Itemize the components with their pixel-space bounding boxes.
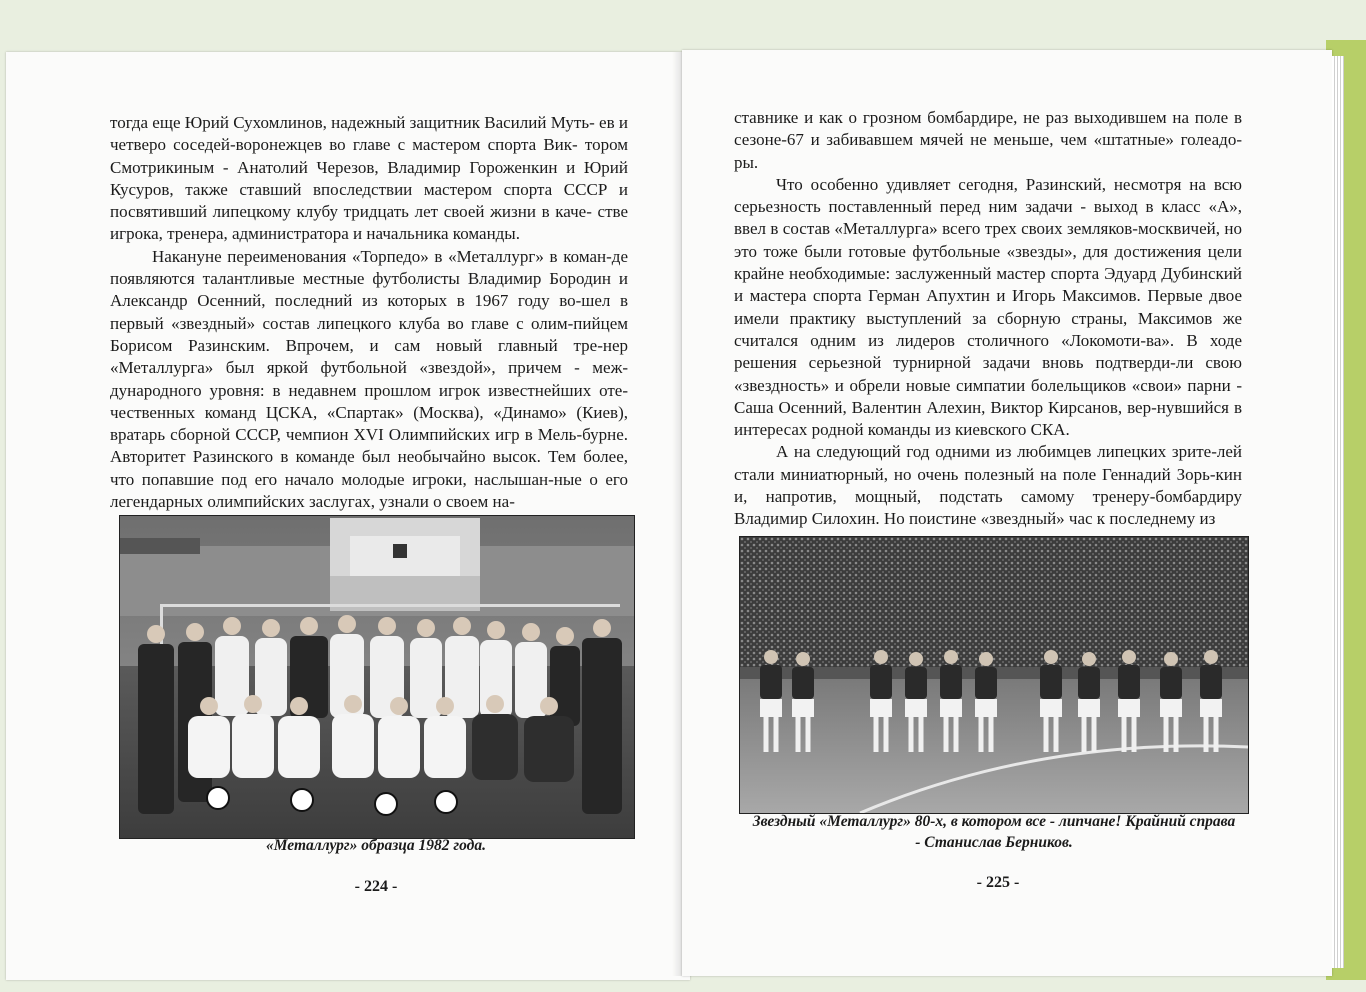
photo-caption-80s [734,811,1254,853]
team-photo-80s-image [740,537,1248,813]
team-photo-1982 [119,515,635,839]
team-photo-80s [739,536,1249,814]
left-line-2: ев и четверо соседей-воронежцев во главе с мастером спорта Вик- [110,113,628,155]
photo-caption-80s-line-2: - Станислав Берников. [915,834,1073,851]
left-page-text [110,112,628,513]
right-paragraph-1: ставнике и как о грозном бомбардире, не раз выходившем на поле в сезоне-67 и забивавшем мячей не меньше, чем «штатные» голеадо-ры. [734,108,1242,172]
page-number-224: - 224 - [354,878,398,895]
right-paragraph-3: А на следующий год одними из любимцев липецких зрите-лей стали миниатюрный, но очень полезный на поле Геннадий Зорь-кин и, напротив, мощный, подстать самому тренеру-бомбардиру Владимир Силохин. Но поистине «звездный» час к последнему из [734,442,1242,529]
left-paragraph-2: Накануне переименования «Торпедо» в «Металлург» в коман-де появляются талантливые местные футболисты Владимир Бородин и Александр Осенний, последний из которых в 1967 году во-шел в первый «звездный» состав липецкого клуба во главе с олим-пийцем Борисом Разинским. Впрочем, и сам новый главный тре-нер «Металлурга» был яркой футбольной «звездой», причем - меж-дународного уровня: в недавнем прошлом игрок известнейших оте-чественных команд ЦСКА, «Спартак» (Москва), «Динамо» (Киев), вратарь сборной СССР, чемпион XVI Олимпийских игр в Мель-бурне. Авторитет Разинского в команде был необычайно высок. Тем более, что попавшие под его начало молодые игроки, наслышан-ные о его легендарных олимпийских заслугах, узнали о своем на- [110,246,628,512]
left-line-6: стве игрока, тренера, администратора и начальника команды. [110,202,628,244]
left-page [6,52,690,980]
right-paragraph-2: Что особенно удивляет сегодня, Разинский, несмотря на всю серьезность поставленный перед ним задачи - выход в класс «А», ввел в состав «Металлурга» всего трех своих земляков-москвичей, но это тоже были готовые футбольные «звезды», для достижения цели крайне необходимые: заслуженный мастер спорта Эдуард Дубинский и мастера спорта Герман Апухтин и Игорь Максимов. Первые двое имели практику выступлений за сборную страны, Максимов же считался одним из лидеров столичного «Локомоти-ва». В ходе решения серьезной турнирной задачи вновь подтверди-ли свою «звездность» и обрели новые симпатии болельщиков «свои» парни - Саша Осенний, Валентин Алехин, Виктор Кирсанов, вер-нувшийся в интересах родной команды из киевского СКА. [734,174,1242,440]
photo-caption-80s-line-1: Звездный «Металлург» 80-х, в котором все - липчане! Крайний справа [752,813,1236,830]
right-page [682,50,1332,976]
left-line-5: и посвятивший липецкому клубу тридцать лет своей жизни в каче- [110,179,628,222]
left-paragraph-1 [110,112,628,246]
left-line-4: Юрий Кусуров, также ставший впоследствии мастером спорта СССР [110,157,628,199]
page-number-225: - 225 - [976,874,1020,891]
team-photo-1982-image [120,516,634,838]
left-line-1: тогда еще Юрий Сухомлинов, надежный защитник Василий Муть- [110,113,595,132]
left-line-3: тором Смотрикиным - Анатолий Черезов, Владимир Гороженкин и [110,135,628,177]
photo-caption-1982: «Металлург» образца 1982 года. [265,837,486,854]
right-page-text [734,107,1242,531]
